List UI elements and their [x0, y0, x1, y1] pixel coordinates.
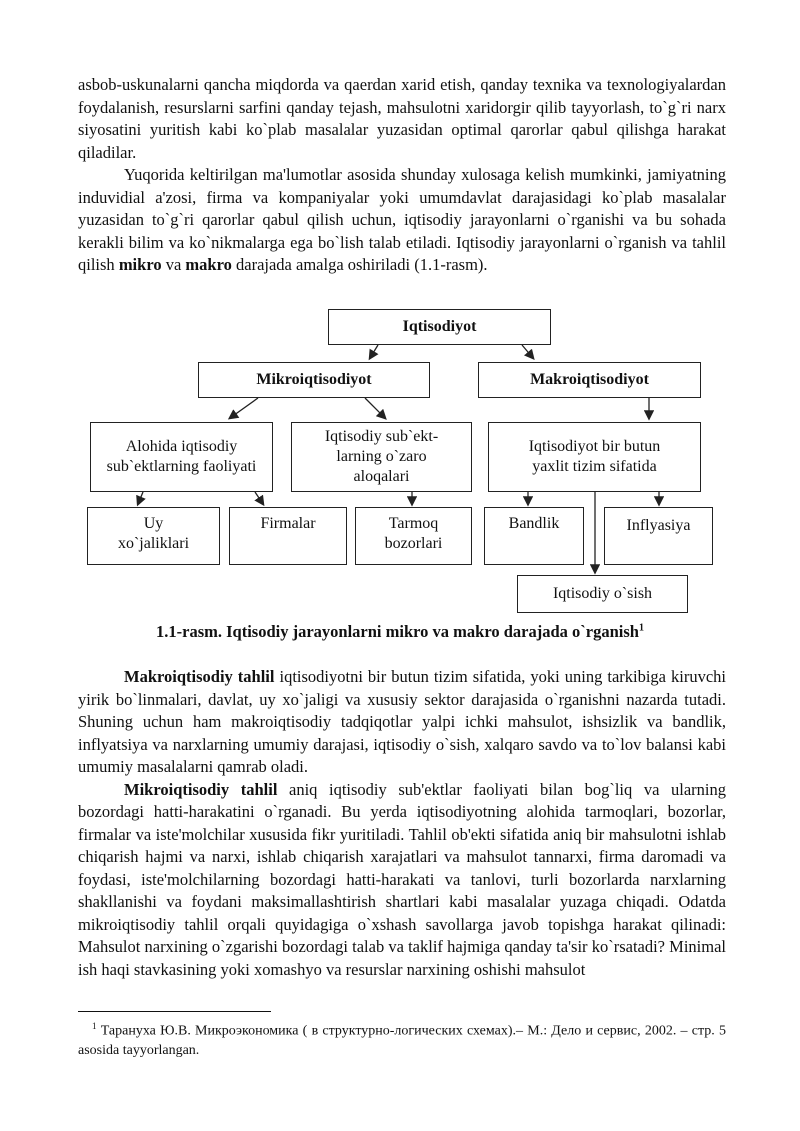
diagram-leaf-bandlik: Bandlik: [484, 507, 584, 565]
page-bottom-text: [78, 666, 726, 981]
diagram-leaf-firmalar: Firmalar: [229, 507, 347, 565]
bold-makro: makro: [185, 255, 232, 274]
diagram-leaf-osish: Iqtisodiy o`sish: [517, 575, 688, 613]
arrow-a-uy: [138, 492, 143, 504]
page-top-text: [78, 74, 726, 277]
diagram-leaf-uy: Uy xo`jaliklari: [87, 507, 220, 565]
diagram-leaf-inflyasiya: Inflyasiya: [604, 507, 713, 565]
paragraph-1: asbob-uskunalarni qancha miqdorda va qaerdan xarid etish, qanday texnika va texnologiyalardan foydalanish, resurslarni sarfini qanday tejash, mahsulotni xaridorgir qilib tayyorlash, to`g`ri narx siyosatini yuritish kabi ko`plab masalalar yuzasidan optimal qarorlar qabul qilishga harakat qiladilar.: [78, 75, 726, 162]
footnote-mark: 1: [92, 1021, 97, 1031]
bold-mikroiqtisodiy-tahlil: Mikroiqtisodiy tahlil: [124, 779, 278, 799]
paragraph-4: [78, 779, 726, 982]
footnote: [78, 1017, 726, 1060]
arrow-root-micro: [370, 345, 378, 358]
paragraph-2-text-c: darajada amalga oshiriladi (1.1-rasm).: [231, 255, 488, 274]
footnote-text: Тарануха Ю.В. Микроэкономика ( в структурно-логических схемах).– М.: Дело и сервис, 2002. – стр. 5 asosida tayyorlangan.: [78, 1023, 726, 1058]
arrow-a-firmalar: [255, 492, 263, 504]
arrow-micro-b: [365, 398, 385, 418]
diagram-micro-b-box: Iqtisodiy sub`ekt-larning o`zaro aloqalari: [291, 422, 472, 492]
caption-footnote-mark: 1: [638, 622, 644, 634]
diagram-leaf-tarmoq: Tarmoq bozorlari: [355, 507, 472, 565]
diagram-micro-box: Mikroiqtisodiyot: [198, 362, 430, 398]
diagram-macro-a-box: Iqtisodiyot bir butun yaxlit tizim sifatida: [488, 422, 701, 492]
paragraph-3-text: iqtisodiyotni bir butun tizim sifatida, yoki uning tarkibiga kiruvchi yirik bo`linmalari, davlat, uy xo`jaligi va xususiy sektor darajasida o`rganishni nazarda tutadi. Shuning uchun ham makroiqtisodiy tadqiqotlar yalpi ichki mahsulot, ishsizlik va bandlik, inflyatsiya va narxlarning umumiy darajasi, iqtisodiy o`sish, xalqaro savdo va to`lov balansi kabi umumiy masalalarni qamrab oladi.: [78, 667, 726, 776]
arrow-root-macro: [522, 345, 533, 358]
figure-caption: [0, 622, 800, 642]
diagram-macro-box: Makroiqtisodiyot: [478, 362, 701, 398]
diagram-micro-a-box: Alohida iqtisodiy sub`ektlarning faoliyati: [90, 422, 273, 492]
paragraph-4-text: aniq iqtisodiy sub'ektlar faoliyati bilan bog`liq va ularning bozordagi hatti-harakatini o`rganadi. Bu yerda iqtisodiyotning alohida tarmoqlari, bozorlar, firmalar va iste'molchilar xususida fikr yuritiladi. Tahlil ob'ekti sifatida aniq bir mahsulotni ishlab chiqarish hajmi va narxi, ishlab chiqarish xarajatlari va mahsulot tannarxi, firma daromadi va foydasi, iste'molchilarning bozordagi hatti-harakati va tanlovi, turli bozorlarda narxlarning shakllanishi va foydani maksimallashtirish shartlari kabi masalalar yuzaga chiqadi. Odatda mikroiqtisodiy tahlil orqali quyidagiga o`xshash savollarga javob topishga harakat qilinadi: Mahsulot narxining o`zgarishi bozordagi talab va taklif hajmiga qanday ta'sir ko`rsatadi? Minimal ish haqi stavkasining yoki xomashyo va resurslar narxining oshishi mahsulot: [78, 779, 726, 979]
diagram-root-box: Iqtisodiyot: [328, 309, 551, 345]
paragraph-3: [78, 666, 726, 779]
arrow-micro-a: [230, 398, 258, 418]
paragraph-2-text-b: va: [161, 255, 186, 274]
paragraph-2-text-a: Yuqorida keltirilgan ma'lumotlar asosida shunday xulosaga kelish mumkinki, jamiyatning induvidial a'zosi, firma va kompaniyalar yoki umumdavlat darajasidagi ko`plab masalalar yuzasidan to`g`ri qarorlar qabul qilish uchun, iqtisodiy jarayonlarni o`rganishi va bu sohada kerakli bilim va ko`nikmalarga ega bo`lish talab etiladi. Iqtisodiy jarayonlarni o`rganish va tahlil qilish: [78, 165, 726, 274]
paragraph-2: [78, 164, 726, 277]
caption-text: 1.1-rasm. Iqtisodiy jarayonlarni mikro va makro darajada o`rganish: [156, 622, 639, 641]
bold-makroiqtisodiy-tahlil: Makroiqtisodiy tahlil: [124, 667, 275, 686]
bold-mikro: mikro: [118, 255, 162, 274]
footnote-rule: [78, 1011, 271, 1012]
